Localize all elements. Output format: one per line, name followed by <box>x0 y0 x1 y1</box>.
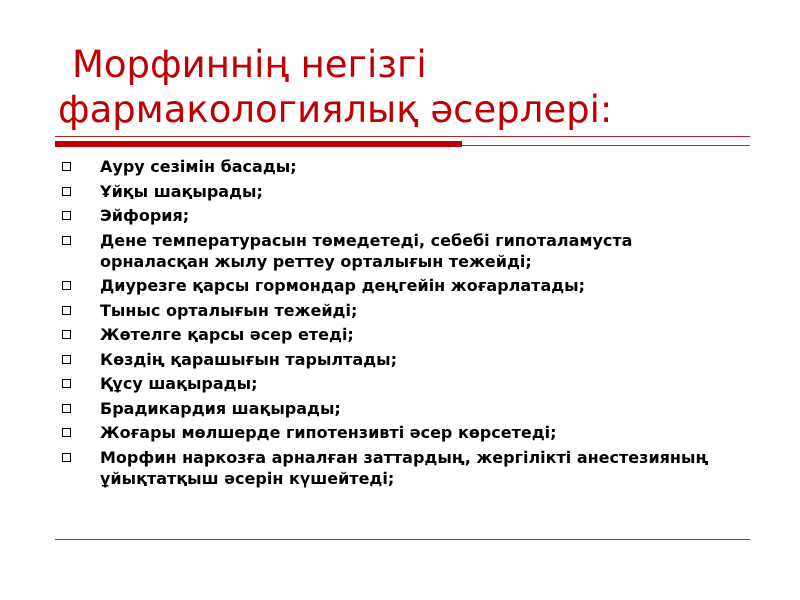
title-accent-bar <box>55 141 462 147</box>
bullet-text: Жоғары мөлшерде гипотензивті әсер көрсетеді; <box>100 423 557 442</box>
hollow-square-bullet-icon <box>62 428 71 437</box>
hollow-square-bullet-icon <box>62 404 71 413</box>
hollow-square-bullet-icon <box>62 355 71 364</box>
bottom-divider <box>55 539 750 540</box>
bullet-text: Тыныс орталығын тежейді; <box>100 300 358 320</box>
bullet-text: Брадикардия шақырады; <box>100 398 341 418</box>
bullet-item <box>60 447 720 489</box>
hollow-square-bullet-icon <box>62 453 71 462</box>
bullet-text: Көздің қарашығын тарылтады; <box>100 349 397 369</box>
slide-title-line-1: Морфиннің негізгі <box>72 43 427 86</box>
bullet-text: Эйфория; <box>100 206 190 225</box>
bullet-item <box>60 205 720 226</box>
bullet-list <box>60 156 720 492</box>
bullet-text: Дене температурасын төмедетеді, себебі гипоталамуста орналасқан жылу реттеу орталығын тежейді; <box>100 230 633 271</box>
bullet-item <box>60 398 720 419</box>
bullet-text: Ауру сезімін басады; <box>100 157 297 176</box>
hollow-square-bullet-icon <box>62 330 71 339</box>
bullet-text: Ұйқы шақырады; <box>100 181 263 201</box>
bullet-item <box>60 373 720 394</box>
bullet-item <box>60 181 720 202</box>
slide-title-line-2: фармакологиялық әсерлері: <box>58 88 613 131</box>
hollow-square-bullet-icon <box>62 281 71 290</box>
hollow-square-bullet-icon <box>62 187 71 196</box>
bullet-text: Диурезге қарсы гормондар деңгейін жоғарлатады; <box>100 276 586 295</box>
bullet-item <box>60 324 720 345</box>
bullet-item <box>60 275 720 296</box>
bullet-item <box>60 156 720 177</box>
hollow-square-bullet-icon <box>62 379 71 388</box>
bullet-item <box>60 349 720 370</box>
bullet-text: Морфин наркозға арналған заттардың, жергілікті анестезияның ұйықтатқыш әсерін күшейтеді; <box>100 447 709 488</box>
bullet-item <box>60 300 720 321</box>
hollow-square-bullet-icon <box>62 162 71 171</box>
hollow-square-bullet-icon <box>62 306 71 315</box>
title-divider-thin-top <box>55 136 750 137</box>
slide-title <box>58 42 738 132</box>
hollow-square-bullet-icon <box>62 236 71 245</box>
title-divider-thin-right <box>462 145 750 146</box>
bullet-item <box>60 230 720 272</box>
bullet-item <box>60 422 720 443</box>
hollow-square-bullet-icon <box>62 211 71 220</box>
bullet-text: Құсу шақырады; <box>100 374 258 393</box>
bullet-text: Жөтелге қарсы әсер етеді; <box>100 325 354 344</box>
